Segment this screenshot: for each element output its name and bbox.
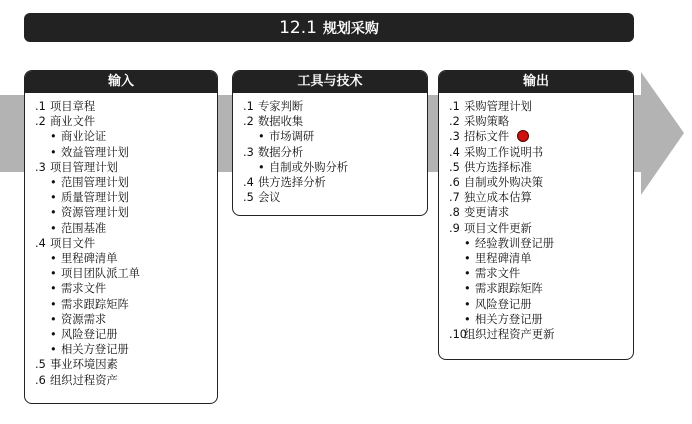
inputs-item xyxy=(35,236,217,251)
sub-item-label: 需求跟踪矩阵 xyxy=(475,282,543,296)
inputs-sub-item xyxy=(35,129,217,144)
item-number: .1 xyxy=(35,100,46,113)
sub-item-label: 里程碑清单 xyxy=(61,252,118,266)
item-label: 供方选择分析 xyxy=(258,176,326,190)
inputs-header: 输入 xyxy=(25,71,217,93)
item-label: 采购策略 xyxy=(464,115,510,129)
red-dot-marker-icon xyxy=(517,130,529,142)
item-label: 会议 xyxy=(258,191,281,205)
outputs-item xyxy=(449,221,633,236)
item-number: .6 xyxy=(35,373,46,387)
outputs-sub-item xyxy=(449,266,633,281)
item-number: .5 xyxy=(243,191,254,205)
item-label: 商业文件 xyxy=(50,115,96,129)
inputs-sub-item xyxy=(35,281,217,296)
item-number: .3 xyxy=(35,160,46,174)
bullet-icon: • xyxy=(50,328,57,342)
item-label: 独立成本估算 xyxy=(464,191,532,205)
sub-item-label: 需求文件 xyxy=(475,267,521,281)
item-label: 项目章程 xyxy=(50,100,96,113)
item-number: .1 xyxy=(243,100,254,113)
inputs-sub-item xyxy=(35,190,217,205)
sub-item-label: 相关方登记册 xyxy=(475,312,543,326)
outputs-item xyxy=(449,114,633,129)
sub-item-label: 需求文件 xyxy=(61,282,107,296)
sub-item-label: 需求跟踪矩阵 xyxy=(61,297,129,311)
sub-item-label: 经验教训登记册 xyxy=(475,236,555,250)
item-label: 项目文件 xyxy=(50,236,96,250)
inputs-panel xyxy=(24,70,218,404)
outputs-panel xyxy=(438,70,634,360)
bullet-icon: • xyxy=(464,252,471,266)
bullet-icon: • xyxy=(50,221,57,235)
item-label: 供方选择标准 xyxy=(464,160,532,174)
title-bar xyxy=(24,13,634,42)
bullet-icon: • xyxy=(50,282,57,296)
sub-item-label: 资源管理计划 xyxy=(61,206,129,220)
item-number: .4 xyxy=(35,236,46,250)
item-number: .5 xyxy=(35,358,46,372)
item-number: .8 xyxy=(449,206,460,220)
item-label: 数据分析 xyxy=(258,145,304,159)
outputs-item xyxy=(449,175,633,190)
bullet-icon: • xyxy=(50,252,57,266)
bullet-icon: • xyxy=(50,130,57,144)
inputs-sub-item xyxy=(35,342,217,357)
item-label: 自制或外购决策 xyxy=(464,176,544,190)
outputs-sub-item xyxy=(449,312,633,327)
inputs-sub-item xyxy=(35,205,217,220)
bullet-icon: • xyxy=(50,145,57,159)
sub-item-label: 相关方登记册 xyxy=(61,343,129,357)
outputs-sub-item xyxy=(449,236,633,251)
tools-item xyxy=(243,99,427,114)
inputs-sub-item xyxy=(35,145,217,160)
item-label: 采购工作说明书 xyxy=(464,145,544,159)
sub-item-label: 范围基准 xyxy=(61,221,107,235)
outputs-item xyxy=(449,160,633,175)
bullet-icon: • xyxy=(464,236,471,250)
tools-sub-item xyxy=(243,129,427,144)
sub-item-label: 效益管理计划 xyxy=(61,145,129,159)
sub-item-label: 市场调研 xyxy=(269,130,315,144)
item-number: .5 xyxy=(449,160,460,174)
bullet-icon: • xyxy=(50,343,57,357)
tools-list xyxy=(233,93,427,205)
outputs-item xyxy=(449,190,633,205)
outputs-item xyxy=(449,129,633,144)
bullet-icon: • xyxy=(50,267,57,281)
outputs-item xyxy=(449,99,633,114)
item-label: 组织过程资产 xyxy=(50,373,118,387)
inputs-item xyxy=(35,99,217,114)
tools-item xyxy=(243,175,427,190)
item-label: 数据收集 xyxy=(258,115,304,129)
outputs-list xyxy=(439,93,633,342)
outputs-sub-item xyxy=(449,297,633,312)
tools-item xyxy=(243,114,427,129)
process-title: 规划采购 xyxy=(322,20,379,37)
item-label: 事业环境因素 xyxy=(50,358,118,372)
sub-item-label: 资源需求 xyxy=(61,312,107,326)
inputs-item xyxy=(35,373,217,388)
inputs-item xyxy=(35,160,217,175)
outputs-sub-item xyxy=(449,281,633,296)
sub-item-label: 风险登记册 xyxy=(475,297,532,311)
bullet-icon: • xyxy=(464,282,471,296)
bullet-icon: • xyxy=(50,176,57,190)
sub-item-label: 范围管理计划 xyxy=(61,176,129,190)
bullet-icon: • xyxy=(50,191,57,205)
bullet-icon: • xyxy=(50,312,57,326)
inputs-item xyxy=(35,114,217,129)
inputs-sub-item xyxy=(35,297,217,312)
sub-item-label: 自制或外购分析 xyxy=(269,160,349,174)
inputs-sub-item xyxy=(35,251,217,266)
sub-item-label: 质量管理计划 xyxy=(61,191,129,205)
item-number: .7 xyxy=(449,191,460,205)
item-number: .4 xyxy=(243,176,254,190)
outputs-item xyxy=(449,145,633,160)
tools-sub-item xyxy=(243,160,427,175)
item-number: .3 xyxy=(243,145,254,159)
item-number: .1 xyxy=(449,100,460,113)
inputs-list xyxy=(25,93,217,388)
outputs-item xyxy=(449,205,633,220)
inputs-sub-item xyxy=(35,327,217,342)
item-label: 采购管理计划 xyxy=(464,100,532,113)
item-label: 组织过程资产更新 xyxy=(464,328,555,342)
tools-item xyxy=(243,190,427,205)
item-number: .2 xyxy=(449,115,460,129)
sub-item-label: 里程碑清单 xyxy=(475,252,532,266)
bullet-icon: • xyxy=(50,297,57,311)
bullet-icon: • xyxy=(464,312,471,326)
item-label: 专家判断 xyxy=(258,100,304,113)
inputs-sub-item xyxy=(35,221,217,236)
inputs-sub-item xyxy=(35,175,217,190)
process-number: 12.1 xyxy=(279,17,317,38)
item-label: 变更请求 xyxy=(464,206,510,220)
item-number: .3 xyxy=(449,130,460,144)
item-number: .9 xyxy=(449,221,460,235)
inputs-sub-item xyxy=(35,312,217,327)
outputs-item xyxy=(449,327,633,342)
outputs-sub-item xyxy=(449,251,633,266)
item-number: .2 xyxy=(243,115,254,129)
inputs-sub-item xyxy=(35,266,217,281)
tools-item xyxy=(243,145,427,160)
item-label: 项目文件更新 xyxy=(464,221,532,235)
tools-panel xyxy=(232,70,428,216)
item-number: .2 xyxy=(35,115,46,129)
tools-header: 工具与技术 xyxy=(233,71,427,93)
sub-item-label: 项目团队派工单 xyxy=(61,267,141,281)
item-number: .4 xyxy=(449,145,460,159)
sub-item-label: 风险登记册 xyxy=(61,328,118,342)
item-label: 项目管理计划 xyxy=(50,160,118,174)
bullet-icon: • xyxy=(464,297,471,311)
bullet-icon: • xyxy=(258,130,265,144)
inputs-item xyxy=(35,357,217,372)
outputs-header: 输出 xyxy=(439,71,633,93)
bullet-icon: • xyxy=(50,206,57,220)
item-number: .10 xyxy=(449,328,467,342)
bullet-icon: • xyxy=(464,267,471,281)
item-label: 招标文件 xyxy=(464,130,510,144)
item-number: .6 xyxy=(449,176,460,190)
bullet-icon: • xyxy=(258,160,265,174)
sub-item-label: 商业论证 xyxy=(61,130,107,144)
